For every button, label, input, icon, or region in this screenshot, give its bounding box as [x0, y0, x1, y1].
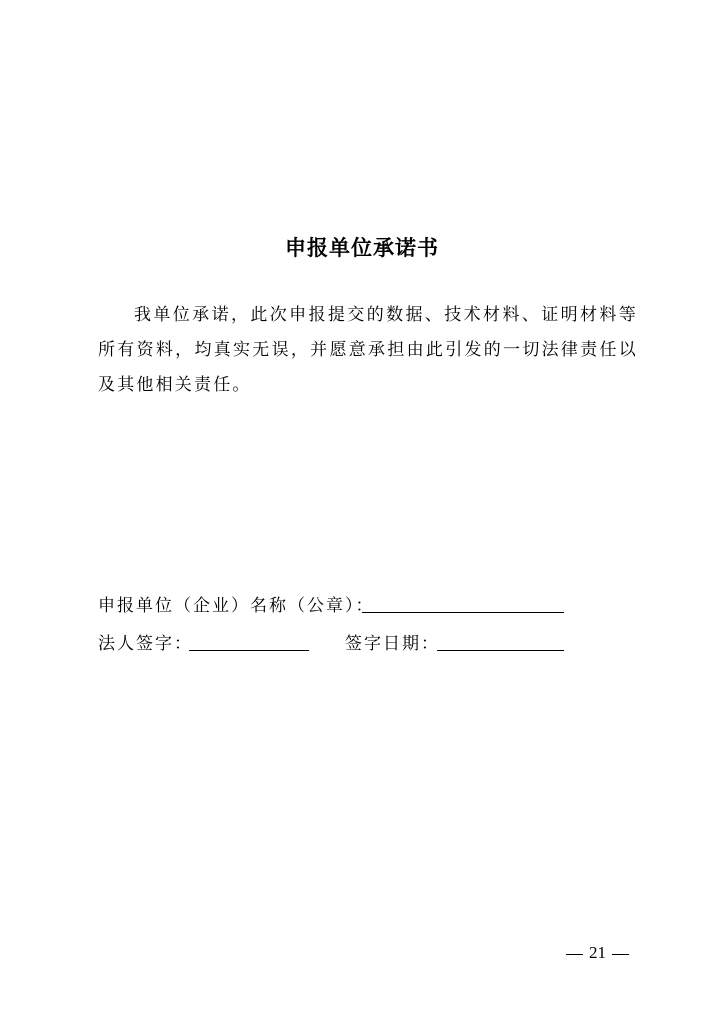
- document-title: 申报单位承诺书: [285, 236, 439, 260]
- signature-date-label: 签字日期：: [345, 634, 440, 654]
- company-name-label: 申报单位（企业）名称（公章）：: [98, 596, 375, 616]
- page-number-dash-right: [612, 954, 629, 955]
- commitment-paragraph: 我单位承诺，此次申报提交的数据、技术材料、证明材料等所有资料，均真实无误，并愿意承担由此引发的一切法律责任以及其他相关责任。: [98, 305, 638, 395]
- page-number-dash-left: [566, 954, 583, 955]
- company-name-line[interactable]: [362, 612, 564, 613]
- legal-rep-signature-label: 法人签字：: [98, 634, 193, 654]
- legal-rep-signature-line[interactable]: [189, 650, 309, 651]
- page-number: [560, 943, 635, 963]
- page-number-value: 21: [589, 943, 606, 962]
- signature-date-line[interactable]: [437, 650, 564, 651]
